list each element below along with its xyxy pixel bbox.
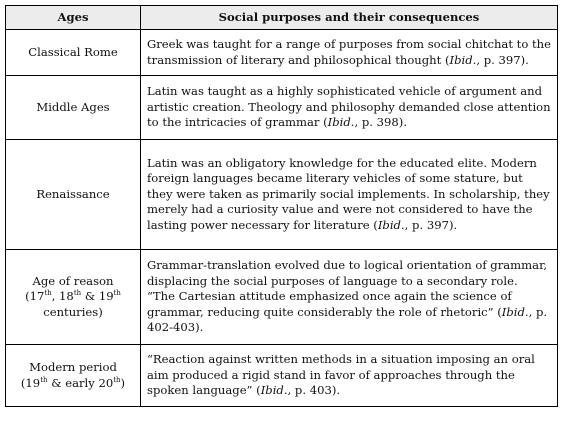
purpose-text: , p. 397). [476,52,529,67]
age-label-line [10,100,136,116]
table-row [6,140,558,250]
age-text: Renaissance [36,186,110,201]
age-label-line [10,274,136,290]
citation-ibid: Ibid. [327,115,355,130]
age-label-line [10,45,136,61]
purpose-text: , p. 403). [287,383,341,398]
age-text: (19 [20,375,41,390]
purpose-cell [141,76,558,140]
age-text: ) [120,375,126,390]
header-row [6,6,558,30]
age-text: & 19 [81,289,114,304]
purpose-text: Latin was taught as a highly sophisticated vehicle of argument and artistic creation. Theology and philosophy demanded close attention to the intricacies of grammar ( [147,84,551,130]
age-cell [6,250,141,345]
age-text: Modern period [29,359,117,374]
age-text: , 18 [51,289,74,304]
purpose-text: Latin was an obligatory knowledge for the educated elite. Modern foreign languages became literary vehicles of some stature, but they were taken as primarily social implements. In scholarship, they merely had a curiosity value and were not considered to have the lasting power necessary for literature ( [147,155,550,232]
purpose-text: “Reaction against written methods in a situation imposing an oral aim produced a rigid stand in favor of approaches through the spoken language” ( [147,352,535,398]
ordinal-suffix: th [44,289,52,298]
purpose-cell [141,140,558,250]
purpose-cell [141,345,558,407]
age-text: centuries) [43,304,103,319]
age-label-line [10,360,136,376]
purpose-text: Grammar-translation evolved due to logical orientation of grammar, displacing the social purposes of language to a secondary role. [147,258,548,288]
header-social-purposes: Social purposes and their consequences [141,6,558,30]
ordinal-suffix: th [40,375,48,384]
ordinal-suffix: th [113,289,121,298]
ordinal-suffix: th [73,289,82,298]
age-cell [6,76,141,140]
citation-ibid: Ibid. [501,304,529,319]
age-text: (17 [25,289,45,304]
ordinal-suffix: th [113,375,121,384]
age-cell [6,30,141,76]
age-label-line [10,305,136,321]
table-row [6,30,558,76]
age-label-line [10,376,136,392]
age-cell [6,140,141,250]
age-label-line [10,187,136,203]
table-row [6,76,558,140]
header-ages: Ages [6,6,141,30]
age-text: Age of reason [32,273,114,288]
purpose-text: “The Cartesian attitude emphasized once again the science of grammar, reducing quite considerably the role of rhetoric” ( [147,289,512,319]
age-text: & early 20 [47,375,114,390]
purpose-text: , p. 402-403). [147,304,548,335]
table-row [6,250,558,345]
purpose-cell [141,250,558,345]
age-text: Middle Ages [36,99,110,114]
citation-ibid: Ibid. [449,52,477,67]
citation-ibid: Ibid. [260,383,288,398]
purpose-text: Greek was taught for a range of purposes from social chitchat to the transmission of literary and philosophical thought ( [147,36,551,67]
age-label-line [10,289,136,305]
purpose-cell [141,30,558,76]
table-row [6,345,558,407]
purpose-text: , p. 397). [404,217,458,232]
ages-social-purposes-table [5,5,558,407]
citation-ibid: Ibid. [377,217,405,232]
purpose-text: , p. 398). [354,115,408,130]
age-cell [6,345,141,407]
age-text: Classical Rome [28,44,118,59]
